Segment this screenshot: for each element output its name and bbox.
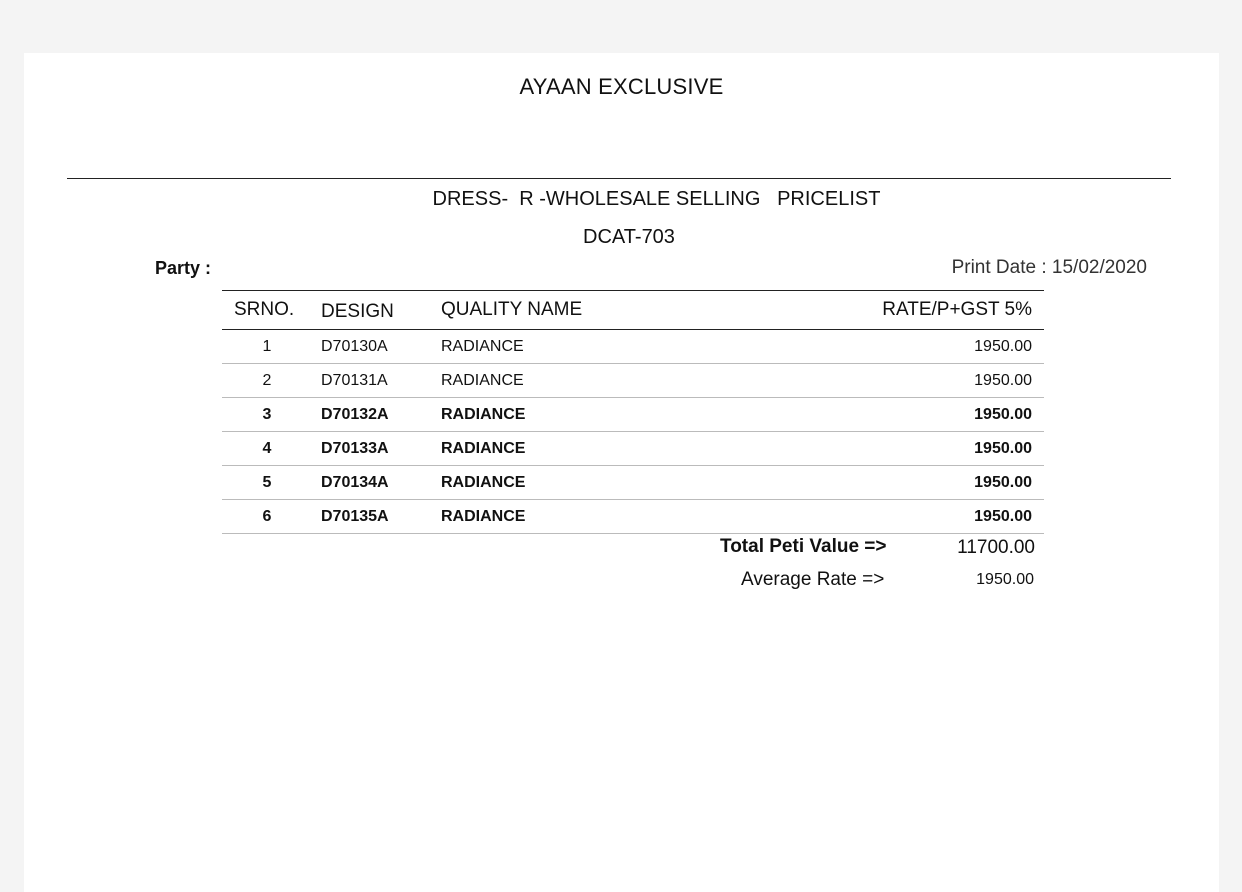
- header-design: DESIGN: [312, 291, 441, 330]
- design-cell: D70132A: [312, 398, 441, 432]
- company-name: AYAAN EXCLUSIVE: [519, 74, 724, 99]
- design-cell: D70131A: [312, 364, 441, 398]
- table-row: [222, 466, 1044, 500]
- srno-cell: 1: [222, 330, 312, 364]
- quality-cell: RADIANCE: [441, 432, 741, 466]
- report-code: DCAT-703: [583, 226, 675, 248]
- print-date: [952, 257, 1147, 279]
- table-row: [222, 432, 1044, 466]
- rate-cell: 1950.00: [741, 330, 1044, 364]
- design-cell: D70135A: [312, 500, 441, 534]
- rate-cell: 1950.00: [741, 466, 1044, 500]
- header-srno: SRNO.: [222, 291, 312, 330]
- table-row: [222, 398, 1044, 432]
- party-label: Party :: [155, 258, 212, 278]
- design-cell: D70133A: [312, 432, 441, 466]
- header-rate: RATE/P+GST 5%: [741, 291, 1044, 330]
- quality-cell: RADIANCE: [441, 364, 741, 398]
- rate-cell: 1950.00: [741, 364, 1044, 398]
- total-peti-value-label: Total Peti Value =>: [720, 536, 887, 557]
- srno-cell: 5: [222, 466, 312, 500]
- print-date-value: 15/02/2020: [1051, 257, 1147, 278]
- srno-cell: 3: [222, 398, 312, 432]
- document-page: [24, 53, 1219, 892]
- total-peti-value: 11700.00: [957, 537, 1035, 558]
- rate-cell: 1950.00: [741, 398, 1044, 432]
- srno-cell: 6: [222, 500, 312, 534]
- quality-cell: RADIANCE: [441, 330, 741, 364]
- table-row: [222, 330, 1044, 364]
- price-table: [222, 290, 1044, 534]
- header-quality-name: QUALITY NAME: [441, 291, 741, 330]
- average-rate-label: Average Rate =>: [741, 569, 885, 590]
- print-date-label: Print Date :: [951, 257, 1052, 278]
- table-row: [222, 500, 1044, 534]
- table-row: [222, 364, 1044, 398]
- srno-cell: 2: [222, 364, 312, 398]
- quality-cell: RADIANCE: [441, 500, 741, 534]
- srno-cell: 4: [222, 432, 312, 466]
- quality-cell: RADIANCE: [441, 466, 741, 500]
- design-cell: D70134A: [312, 466, 441, 500]
- rate-cell: 1950.00: [741, 432, 1044, 466]
- design-cell: D70130A: [312, 330, 441, 364]
- report-title: DRESS- R -WHOLESALE SELLING PRICELIST: [432, 188, 881, 210]
- header-divider: [67, 178, 1171, 179]
- average-rate-value: 1950.00: [976, 571, 1034, 588]
- rate-cell: 1950.00: [741, 500, 1044, 534]
- table-header-row: [222, 291, 1044, 330]
- quality-cell: RADIANCE: [441, 398, 741, 432]
